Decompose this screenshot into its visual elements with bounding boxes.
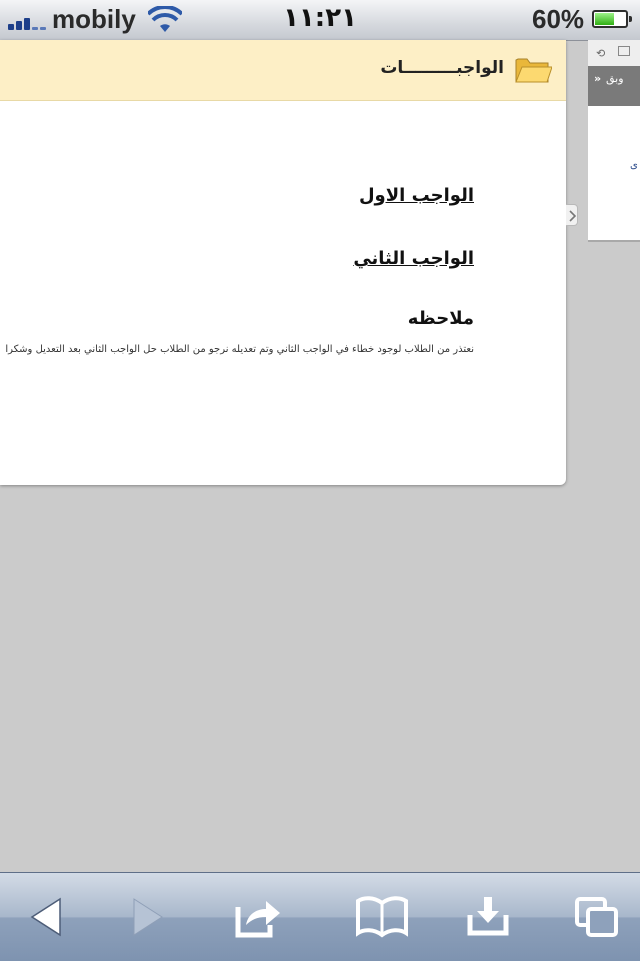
browser-toolbar [0,872,640,961]
note-text: نعتذر من الطلاب لوجود خطاء في الواجب الثاني وتم تعديله نرجو من الطلاب حل الواجب الثاني بعد التعديل وشكرا [5,344,474,355]
folder-icon [514,54,552,86]
carrier-name: mobily [52,4,136,34]
preview-toolbar [588,40,640,66]
homework-link-2[interactable]: الواجب الثاني [353,248,474,269]
panel-title: الواجبـــــــــات [380,58,504,78]
tabs-icon [574,895,622,939]
battery-icon [592,10,628,28]
double-chevron-icon: » [594,72,602,85]
back-icon [26,895,66,939]
battery-percent: 60% [532,4,585,34]
secondary-page-preview[interactable] [588,40,640,242]
homework-link-1[interactable]: الواجب الاول [358,185,474,206]
panel-expand-arrow[interactable] [566,204,578,226]
forward-button[interactable] [108,873,188,961]
note-title: ملاحظه [407,308,474,329]
preview-title: وبق [606,72,624,85]
tabs-button[interactable] [554,873,634,961]
download-button[interactable] [446,873,526,961]
signal-strength-icon [8,10,48,30]
share-icon [234,895,282,939]
panel-header [0,40,566,101]
forward-icon [128,895,168,939]
preview-title-bar [588,66,640,106]
refresh-icon: ⟲ [596,47,606,60]
share-button[interactable] [214,873,294,961]
chevron-right-icon [567,210,577,222]
download-icon [466,895,510,939]
bookmarks-button[interactable] [336,873,416,961]
clock: ١١:٢١ [283,3,357,33]
back-button[interactable] [6,873,86,961]
battery-level [595,13,614,25]
homework-panel [0,40,566,485]
preview-text: ى [630,160,638,171]
status-bar [0,0,640,41]
bookmarks-icon [356,895,408,939]
wifi-icon [148,6,182,34]
window-icon [618,46,630,56]
